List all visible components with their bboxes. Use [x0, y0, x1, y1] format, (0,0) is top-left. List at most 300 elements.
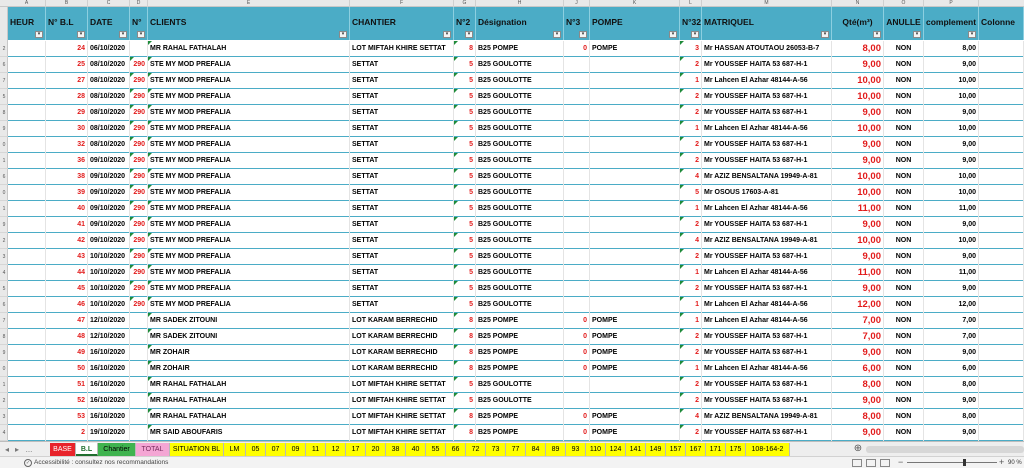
cell-complement[interactable]: 10,00	[924, 169, 979, 185]
tab-38[interactable]: 38	[386, 443, 406, 456]
cell-pompe[interactable]	[590, 169, 680, 185]
cell-clients[interactable]: MR RAHAL FATHALAH	[148, 41, 350, 57]
cell-clients[interactable]: STE MY MOD PREFALIA	[148, 217, 350, 233]
table-row[interactable]	[8, 377, 1024, 393]
cell-pompe[interactable]	[590, 249, 680, 265]
cell-num[interactable]: 290	[130, 201, 148, 217]
cell-n3[interactable]	[564, 217, 590, 233]
add-sheet-icon[interactable]: ⊕	[853, 443, 863, 454]
cell-heur[interactable]	[8, 329, 46, 345]
cell-date[interactable]: 08/10/2020	[88, 121, 130, 137]
table-row[interactable]	[8, 89, 1024, 105]
table-row[interactable]	[8, 281, 1024, 297]
table-row[interactable]	[8, 297, 1024, 313]
cell-chantier[interactable]: SETTAT	[350, 105, 454, 121]
cell-complement[interactable]: 9,00	[924, 345, 979, 361]
column-letter[interactable]: F	[350, 0, 454, 7]
table-row[interactable]	[8, 425, 1024, 441]
cell-n2[interactable]: 5	[454, 153, 476, 169]
cell-n32[interactable]: 1	[680, 297, 702, 313]
tab-12[interactable]: 12	[326, 443, 346, 456]
tab-55[interactable]: 55	[426, 443, 446, 456]
row-number[interactable]: 8	[0, 105, 8, 121]
cell-complement[interactable]: 9,00	[924, 249, 979, 265]
cell-colonne[interactable]	[979, 249, 1024, 265]
cell-pompe[interactable]	[590, 281, 680, 297]
cell-chantier[interactable]: LOT MIFTAH KHIRE SETTAT	[350, 41, 454, 57]
cell-date[interactable]: 10/10/2020	[88, 265, 130, 281]
cell-n2[interactable]: 5	[454, 233, 476, 249]
cell-num[interactable]	[130, 361, 148, 377]
cell-qte[interactable]: 7,00	[832, 313, 884, 329]
cell-n32[interactable]: 2	[680, 425, 702, 441]
cell-chantier[interactable]: SETTAT	[350, 89, 454, 105]
cell-bl[interactable]: 28	[46, 89, 88, 105]
cell-matriquel[interactable]: Mr Lahcen El Azhar 48144-A-56	[702, 73, 832, 89]
row-number[interactable]: 9	[0, 121, 8, 137]
cell-complement[interactable]: 8,00	[924, 409, 979, 425]
cell-anulle[interactable]: NON	[884, 233, 924, 249]
cell-chantier[interactable]: LOT MIFTAH KHIRE SETTAT	[350, 425, 454, 441]
tab-09[interactable]: 09	[286, 443, 306, 456]
filter-dropdown-icon[interactable]: ▾	[913, 31, 921, 38]
row-number[interactable]: 2	[0, 41, 8, 57]
cell-colonne[interactable]	[979, 137, 1024, 153]
cell-pompe[interactable]	[590, 137, 680, 153]
cell-qte[interactable]: 10,00	[832, 73, 884, 89]
cell-anulle[interactable]: NON	[884, 201, 924, 217]
cell-chantier[interactable]: SETTAT	[350, 73, 454, 89]
cell-anulle[interactable]: NON	[884, 89, 924, 105]
cell-clients[interactable]: STE MY MOD PREFALIA	[148, 233, 350, 249]
cell-bl[interactable]: 50	[46, 361, 88, 377]
cell-qte[interactable]: 8,00	[832, 409, 884, 425]
cell-date[interactable]: 09/10/2020	[88, 217, 130, 233]
cell-complement[interactable]: 10,00	[924, 233, 979, 249]
cell-matriquel[interactable]: Mr AZIZ BENSALTANA 19949-A-81	[702, 169, 832, 185]
cell-anulle[interactable]: NON	[884, 217, 924, 233]
cell-bl[interactable]: 27	[46, 73, 88, 89]
cell-pompe[interactable]	[590, 201, 680, 217]
cell-n2[interactable]: 5	[454, 217, 476, 233]
cell-colonne[interactable]	[979, 345, 1024, 361]
cell-heur[interactable]	[8, 345, 46, 361]
cell-bl[interactable]: 41	[46, 217, 88, 233]
cell-num[interactable]	[130, 345, 148, 361]
cell-n3[interactable]	[564, 121, 590, 137]
cell-designation[interactable]: B25 GOULOTTE	[476, 73, 564, 89]
cell-date[interactable]: 10/10/2020	[88, 249, 130, 265]
cell-qte[interactable]: 9,00	[832, 393, 884, 409]
row-number[interactable]: 0	[0, 185, 8, 201]
cell-num[interactable]: 290	[130, 153, 148, 169]
cell-colonne[interactable]	[979, 185, 1024, 201]
row-number[interactable]: 2	[0, 393, 8, 409]
cell-heur[interactable]	[8, 425, 46, 441]
cell-n3[interactable]	[564, 233, 590, 249]
cell-colonne[interactable]	[979, 233, 1024, 249]
cell-heur[interactable]	[8, 393, 46, 409]
cell-heur[interactable]	[8, 361, 46, 377]
cell-date[interactable]: 10/10/2020	[88, 297, 130, 313]
cell-bl[interactable]: 52	[46, 393, 88, 409]
cell-complement[interactable]: 10,00	[924, 185, 979, 201]
cell-bl[interactable]: 46	[46, 297, 88, 313]
table-row[interactable]	[8, 73, 1024, 89]
cell-matriquel[interactable]: Mr YOUSSEF HAITA 53 687-H-1	[702, 281, 832, 297]
table-row[interactable]	[8, 233, 1024, 249]
cell-heur[interactable]	[8, 377, 46, 393]
cell-heur[interactable]	[8, 121, 46, 137]
cell-clients[interactable]: MR RAHAL FATHALAH	[148, 377, 350, 393]
tab-72[interactable]: 72	[466, 443, 486, 456]
cell-date[interactable]: 09/10/2020	[88, 233, 130, 249]
row-number[interactable]: 0	[0, 361, 8, 377]
cell-n3[interactable]	[564, 57, 590, 73]
column-letter[interactable]: L	[680, 0, 702, 7]
cell-complement[interactable]: 8,00	[924, 41, 979, 57]
cell-n2[interactable]: 5	[454, 137, 476, 153]
cell-colonne[interactable]	[979, 57, 1024, 73]
cell-bl[interactable]: 44	[46, 265, 88, 281]
table-row[interactable]	[8, 361, 1024, 377]
cell-colonne[interactable]	[979, 169, 1024, 185]
tab-05[interactable]: 05	[246, 443, 266, 456]
table-row[interactable]	[8, 105, 1024, 121]
cell-matriquel[interactable]: Mr YOUSSEF HAITA 53 687-H-1	[702, 345, 832, 361]
cell-qte[interactable]: 9,00	[832, 57, 884, 73]
row-number[interactable]: 4	[0, 265, 8, 281]
cell-chantier[interactable]: LOT MIFTAH KHIRE SETTAT	[350, 377, 454, 393]
cell-bl[interactable]: 47	[46, 313, 88, 329]
tab-total[interactable]: TOTAL	[136, 443, 170, 456]
cell-num[interactable]: 290	[130, 89, 148, 105]
column-letter[interactable]: D	[130, 0, 148, 7]
column-letter[interactable]: M	[702, 0, 832, 7]
filter-dropdown-icon[interactable]: ▾	[691, 31, 699, 38]
cell-bl[interactable]: 32	[46, 137, 88, 153]
cell-complement[interactable]: 8,00	[924, 377, 979, 393]
cell-n32[interactable]: 5	[680, 185, 702, 201]
cell-matriquel[interactable]: Mr YOUSSEF HAITA 53 687-H-1	[702, 249, 832, 265]
cell-chantier[interactable]: SETTAT	[350, 233, 454, 249]
cell-anulle[interactable]: NON	[884, 185, 924, 201]
tab-124[interactable]: 124	[606, 443, 626, 456]
cell-qte[interactable]: 8,00	[832, 377, 884, 393]
cell-clients[interactable]: MR RAHAL FATHALAH	[148, 409, 350, 425]
cell-anulle[interactable]: NON	[884, 153, 924, 169]
cell-n3[interactable]: 0	[564, 425, 590, 441]
cell-anulle[interactable]: NON	[884, 329, 924, 345]
cell-qte[interactable]: 10,00	[832, 89, 884, 105]
tab-141[interactable]: 141	[626, 443, 646, 456]
cell-qte[interactable]: 9,00	[832, 153, 884, 169]
column-letter[interactable]: K	[590, 0, 680, 7]
cell-clients[interactable]: STE MY MOD PREFALIA	[148, 153, 350, 169]
cell-date[interactable]: 09/10/2020	[88, 169, 130, 185]
cell-clients[interactable]: STE MY MOD PREFALIA	[148, 89, 350, 105]
row-number[interactable]: 9	[0, 217, 8, 233]
cell-colonne[interactable]	[979, 361, 1024, 377]
cell-heur[interactable]	[8, 201, 46, 217]
cell-n3[interactable]	[564, 393, 590, 409]
cell-pompe[interactable]	[590, 73, 680, 89]
tab-base[interactable]: BASE	[50, 443, 76, 456]
cell-n32[interactable]: 2	[680, 57, 702, 73]
cell-chantier[interactable]: SETTAT	[350, 169, 454, 185]
cell-n3[interactable]	[564, 185, 590, 201]
cell-chantier[interactable]: LOT KARAM BERRECHID	[350, 345, 454, 361]
cell-n32[interactable]: 3	[680, 41, 702, 57]
cell-complement[interactable]: 6,00	[924, 361, 979, 377]
cell-n32[interactable]: 2	[680, 393, 702, 409]
row-number[interactable]: 6	[0, 169, 8, 185]
cell-bl[interactable]: 36	[46, 153, 88, 169]
cell-matriquel[interactable]: Mr AZIZ BENSALTANA 19949-A-81	[702, 233, 832, 249]
tab-07[interactable]: 07	[266, 443, 286, 456]
cell-pompe[interactable]	[590, 153, 680, 169]
cell-n3[interactable]	[564, 137, 590, 153]
cell-bl[interactable]: 45	[46, 281, 88, 297]
cell-date[interactable]: 16/10/2020	[88, 409, 130, 425]
cell-clients[interactable]: STE MY MOD PREFALIA	[148, 249, 350, 265]
cell-num[interactable]: 290	[130, 297, 148, 313]
tab-167[interactable]: 167	[686, 443, 706, 456]
cell-num[interactable]: 290	[130, 249, 148, 265]
cell-chantier[interactable]: SETTAT	[350, 249, 454, 265]
column-letter[interactable]: E	[148, 0, 350, 7]
filter-dropdown-icon[interactable]: ▾	[443, 31, 451, 38]
cell-complement[interactable]: 9,00	[924, 393, 979, 409]
table-row[interactable]	[8, 409, 1024, 425]
cell-date[interactable]: 08/10/2020	[88, 105, 130, 121]
row-number[interactable]: 6	[0, 57, 8, 73]
cell-matriquel[interactable]: Mr YOUSSEF HAITA 53 687-H-1	[702, 393, 832, 409]
row-number[interactable]: 9	[0, 345, 8, 361]
cell-complement[interactable]: 12,00	[924, 297, 979, 313]
cell-heur[interactable]	[8, 57, 46, 73]
cell-pompe[interactable]: POMPE	[590, 329, 680, 345]
cell-clients[interactable]: STE MY MOD PREFALIA	[148, 73, 350, 89]
cell-pompe[interactable]	[590, 121, 680, 137]
cell-clients[interactable]: MR SADEK ZITOUNI	[148, 329, 350, 345]
cell-heur[interactable]	[8, 281, 46, 297]
row-number[interactable]: 3	[0, 249, 8, 265]
cell-anulle[interactable]: NON	[884, 409, 924, 425]
cell-matriquel[interactable]: Mr YOUSSEF HAITA 53 687-H-1	[702, 425, 832, 441]
horizontal-scrollbar[interactable]	[866, 446, 1024, 453]
cell-colonne[interactable]	[979, 329, 1024, 345]
cell-anulle[interactable]: NON	[884, 57, 924, 73]
cell-n32[interactable]: 2	[680, 377, 702, 393]
zoom-slider-track[interactable]	[907, 462, 997, 463]
cell-n3[interactable]	[564, 377, 590, 393]
cell-n3[interactable]: 0	[564, 329, 590, 345]
cell-bl[interactable]: 30	[46, 121, 88, 137]
cell-n3[interactable]	[564, 201, 590, 217]
cell-chantier[interactable]: SETTAT	[350, 217, 454, 233]
cell-pompe[interactable]	[590, 185, 680, 201]
cell-num[interactable]	[130, 377, 148, 393]
cell-n2[interactable]: 5	[454, 249, 476, 265]
cell-num[interactable]	[130, 313, 148, 329]
filter-dropdown-icon[interactable]: ▾	[465, 31, 473, 38]
table-row[interactable]	[8, 217, 1024, 233]
cell-date[interactable]: 16/10/2020	[88, 361, 130, 377]
cell-bl[interactable]: 24	[46, 41, 88, 57]
cell-complement[interactable]: 7,00	[924, 329, 979, 345]
cell-designation[interactable]: B25 GOULOTTE	[476, 297, 564, 313]
filter-dropdown-icon[interactable]: ▾	[77, 31, 85, 38]
cell-heur[interactable]	[8, 233, 46, 249]
cell-pompe[interactable]	[590, 57, 680, 73]
cell-n3[interactable]	[564, 169, 590, 185]
cell-n3[interactable]	[564, 105, 590, 121]
cell-date[interactable]: 08/10/2020	[88, 57, 130, 73]
filter-dropdown-icon[interactable]: ▾	[821, 31, 829, 38]
cell-n3[interactable]: 0	[564, 361, 590, 377]
cell-n2[interactable]: 5	[454, 89, 476, 105]
table-row[interactable]	[8, 57, 1024, 73]
cell-chantier[interactable]: LOT MIFTAH KHIRE SETTAT	[350, 409, 454, 425]
cell-n2[interactable]: 5	[454, 169, 476, 185]
column-letter[interactable]: G	[454, 0, 476, 7]
cell-pompe[interactable]	[590, 105, 680, 121]
table-row[interactable]	[8, 121, 1024, 137]
row-number[interactable]: 1	[0, 377, 8, 393]
cell-date[interactable]: 16/10/2020	[88, 377, 130, 393]
cell-complement[interactable]: 9,00	[924, 425, 979, 441]
cell-date[interactable]: 08/10/2020	[88, 89, 130, 105]
row-number[interactable]: 1	[0, 153, 8, 169]
row-number[interactable]: 6	[0, 297, 8, 313]
cell-chantier[interactable]: LOT KARAM BERRECHID	[350, 329, 454, 345]
column-letter[interactable]: J	[564, 0, 590, 7]
cell-designation[interactable]: B25 GOULOTTE	[476, 105, 564, 121]
cell-num[interactable]	[130, 425, 148, 441]
cell-bl[interactable]: 25	[46, 57, 88, 73]
cell-chantier[interactable]: SETTAT	[350, 201, 454, 217]
cell-pompe[interactable]: POMPE	[590, 361, 680, 377]
cell-date[interactable]: 09/10/2020	[88, 201, 130, 217]
cell-designation[interactable]: B25 GOULOTTE	[476, 233, 564, 249]
cell-clients[interactable]: STE MY MOD PREFALIA	[148, 169, 350, 185]
cell-matriquel[interactable]: Mr Lahcen El Azhar 48144-A-56	[702, 265, 832, 281]
row-number[interactable]: 1	[0, 201, 8, 217]
cell-qte[interactable]: 9,00	[832, 249, 884, 265]
cell-pompe[interactable]	[590, 377, 680, 393]
cell-qte[interactable]: 10,00	[832, 121, 884, 137]
cell-n3[interactable]	[564, 265, 590, 281]
cell-complement[interactable]: 10,00	[924, 89, 979, 105]
tab-20[interactable]: 20	[366, 443, 386, 456]
row-number[interactable]: 5	[0, 281, 8, 297]
row-number[interactable]: 2	[0, 233, 8, 249]
cell-matriquel[interactable]: Mr YOUSSEF HAITA 53 687-H-1	[702, 329, 832, 345]
row-number[interactable]: 0	[0, 137, 8, 153]
cell-colonne[interactable]	[979, 217, 1024, 233]
accessibility-status[interactable]: Accessibilité : consultez nos recommandations	[34, 459, 169, 466]
cell-designation[interactable]: B25 POMPE	[476, 313, 564, 329]
table-row[interactable]	[8, 313, 1024, 329]
cell-colonne[interactable]	[979, 377, 1024, 393]
table-row[interactable]	[8, 393, 1024, 409]
column-letter[interactable]: C	[88, 0, 130, 7]
row-number[interactable]: 7	[0, 73, 8, 89]
cell-designation[interactable]: B25 GOULOTTE	[476, 185, 564, 201]
table-row[interactable]	[8, 137, 1024, 153]
cell-n32[interactable]: 2	[680, 329, 702, 345]
cell-matriquel[interactable]: Mr YOUSSEF HAITA 53 687-H-1	[702, 377, 832, 393]
cell-designation[interactable]: B25 GOULOTTE	[476, 217, 564, 233]
cell-num[interactable]: 290	[130, 73, 148, 89]
cell-n32[interactable]: 2	[680, 345, 702, 361]
cell-chantier[interactable]: SETTAT	[350, 137, 454, 153]
cell-qte[interactable]: 8,00	[832, 41, 884, 57]
cell-complement[interactable]: 9,00	[924, 57, 979, 73]
cell-num[interactable]	[130, 41, 148, 57]
cell-anulle[interactable]: NON	[884, 105, 924, 121]
cell-qte[interactable]: 11,00	[832, 201, 884, 217]
cell-colonne[interactable]	[979, 73, 1024, 89]
filter-dropdown-icon[interactable]: ▾	[579, 31, 587, 38]
cell-n2[interactable]: 5	[454, 121, 476, 137]
column-letter[interactable]: O	[884, 0, 924, 7]
cell-n32[interactable]: 2	[680, 249, 702, 265]
filter-dropdown-icon[interactable]: ▾	[669, 31, 677, 38]
cell-complement[interactable]: 9,00	[924, 153, 979, 169]
cell-n2[interactable]: 8	[454, 41, 476, 57]
table-row[interactable]	[8, 153, 1024, 169]
cell-qte[interactable]: 9,00	[832, 425, 884, 441]
cell-pompe[interactable]	[590, 297, 680, 313]
cell-heur[interactable]	[8, 409, 46, 425]
cell-designation[interactable]: B25 GOULOTTE	[476, 265, 564, 281]
table-row[interactable]	[8, 345, 1024, 361]
filter-dropdown-icon[interactable]: ▾	[873, 31, 881, 38]
cell-chantier[interactable]: SETTAT	[350, 265, 454, 281]
zoom-slider-thumb[interactable]	[963, 459, 966, 466]
cell-clients[interactable]: STE MY MOD PREFALIA	[148, 121, 350, 137]
cell-anulle[interactable]: NON	[884, 137, 924, 153]
cell-anulle[interactable]: NON	[884, 361, 924, 377]
page-layout-view-icon[interactable]	[866, 459, 876, 467]
cell-clients[interactable]: MR SAID ABOUFARIS	[148, 425, 350, 441]
cell-anulle[interactable]: NON	[884, 41, 924, 57]
cell-n2[interactable]: 8	[454, 329, 476, 345]
cell-qte[interactable]: 7,00	[832, 329, 884, 345]
tab-b-l[interactable]: B.L	[76, 443, 98, 456]
tab-149[interactable]: 149	[646, 443, 666, 456]
cell-qte[interactable]: 11,00	[832, 265, 884, 281]
cell-n3[interactable]	[564, 297, 590, 313]
cell-bl[interactable]: 42	[46, 233, 88, 249]
cell-heur[interactable]	[8, 41, 46, 57]
cell-qte[interactable]: 9,00	[832, 217, 884, 233]
zoom-level[interactable]: 90 %	[1008, 460, 1022, 466]
cell-heur[interactable]	[8, 249, 46, 265]
table-row[interactable]	[8, 201, 1024, 217]
cell-clients[interactable]: STE MY MOD PREFALIA	[148, 265, 350, 281]
cell-qte[interactable]: 10,00	[832, 185, 884, 201]
page-break-view-icon[interactable]	[880, 459, 890, 467]
cell-heur[interactable]	[8, 73, 46, 89]
cell-designation[interactable]: B25 POMPE	[476, 409, 564, 425]
cell-complement[interactable]: 10,00	[924, 121, 979, 137]
cell-n32[interactable]: 1	[680, 313, 702, 329]
cell-chantier[interactable]: LOT MIFTAH KHIRE SETTAT	[350, 393, 454, 409]
cell-clients[interactable]: MR SADEK ZITOUNI	[148, 313, 350, 329]
